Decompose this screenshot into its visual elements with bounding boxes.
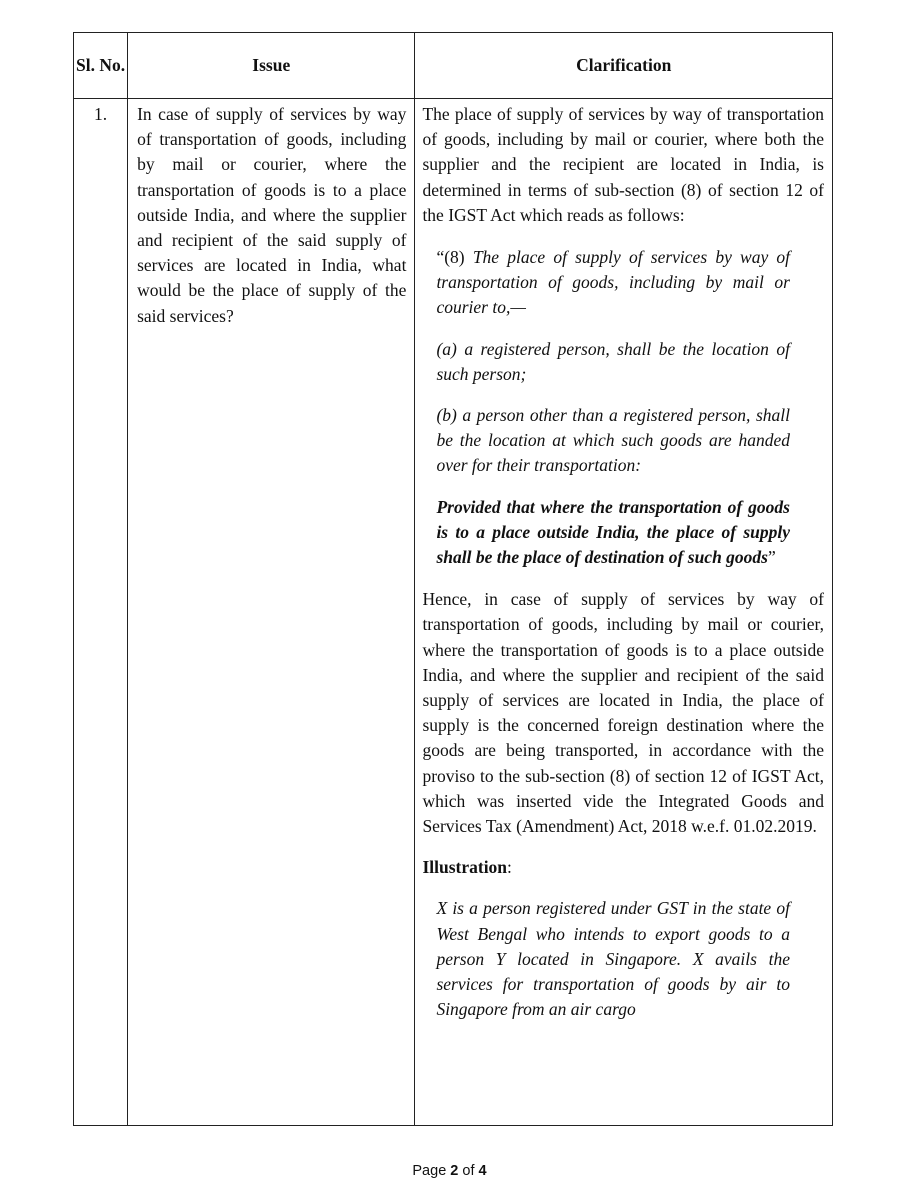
footer-total-pages: 4 — [478, 1163, 487, 1179]
row-issue-text: In case of supply of services by way of transportation of goods, including by mail or courier, where the transportation of goods is to a place outside India, and where the supplier and recipient of the said supply of services are located in India, what would be the place of supply of the said services? — [128, 99, 415, 1126]
statute-proviso — [436, 495, 790, 571]
table-header-row — [74, 33, 833, 99]
illustration-text: X is a person registered under GST in the state of West Bengal who intends to export goods to a person Y located in Singapore. X avails the services for transportation of goods by air to Singapore from an air cargo — [436, 898, 790, 1020]
illustration-colon: : — [507, 857, 512, 878]
quote-main-text: The place of supply of services by way of transportation of goods, including by mail or courier to,— — [436, 247, 790, 318]
header-sl-no: Sl. No. — [74, 33, 128, 99]
clarification-table — [73, 32, 833, 1126]
header-issue: Issue — [128, 33, 415, 99]
clarification-intro: The place of supply of services by way of transportation of goods, including by mail or courier, where both the supplier and the recipient are located in India, is determined in terms of sub-section (8) of section 12 of the IGST Act which reads as follows: — [422, 104, 824, 225]
statute-clause-a: (a) a registered person, shall be the location of such person; — [436, 338, 790, 384]
table-row — [74, 99, 833, 1126]
illustration-heading — [422, 855, 824, 880]
quote-close-mark: ” — [767, 547, 776, 568]
statute-quote-opening — [436, 245, 790, 321]
proviso-text: Provided that where the transportation of goods is to a place outside India, the place of supply shall be the place of destination of such goods — [436, 496, 790, 568]
header-clarification: Clarification — [415, 33, 833, 99]
footer-prefix: Page — [412, 1163, 451, 1179]
illustration-label: Illustration — [422, 857, 508, 878]
statute-clause-b: (b) a person other than a registered person, shall be the location at which such goods are handed over for their transportation: — [436, 405, 790, 476]
row-clarification — [415, 99, 833, 1126]
row-sl-number: 1. — [74, 99, 128, 1126]
footer-middle: of — [458, 1163, 479, 1179]
page-footer — [0, 1163, 899, 1179]
footer-current-page: 2 — [450, 1163, 459, 1179]
quote-open-mark: “(8) — [436, 247, 465, 268]
clarification-conclusion: Hence, in case of supply of services by way of transportation of goods, including by mail or courier, where the transportation of goods is to a place outside India, and where the supplier and recipient of the said supply of services are located in India, the place of supply is the concerned foreign destination where the goods are being transported, in accordance with the proviso to the sub-section (8) of section 12 of IGST Act, which was inserted vide the Integrated Goods and Services Tax (Amendment) Act, 2018 w.e.f. 01.02.2019. — [422, 589, 824, 837]
